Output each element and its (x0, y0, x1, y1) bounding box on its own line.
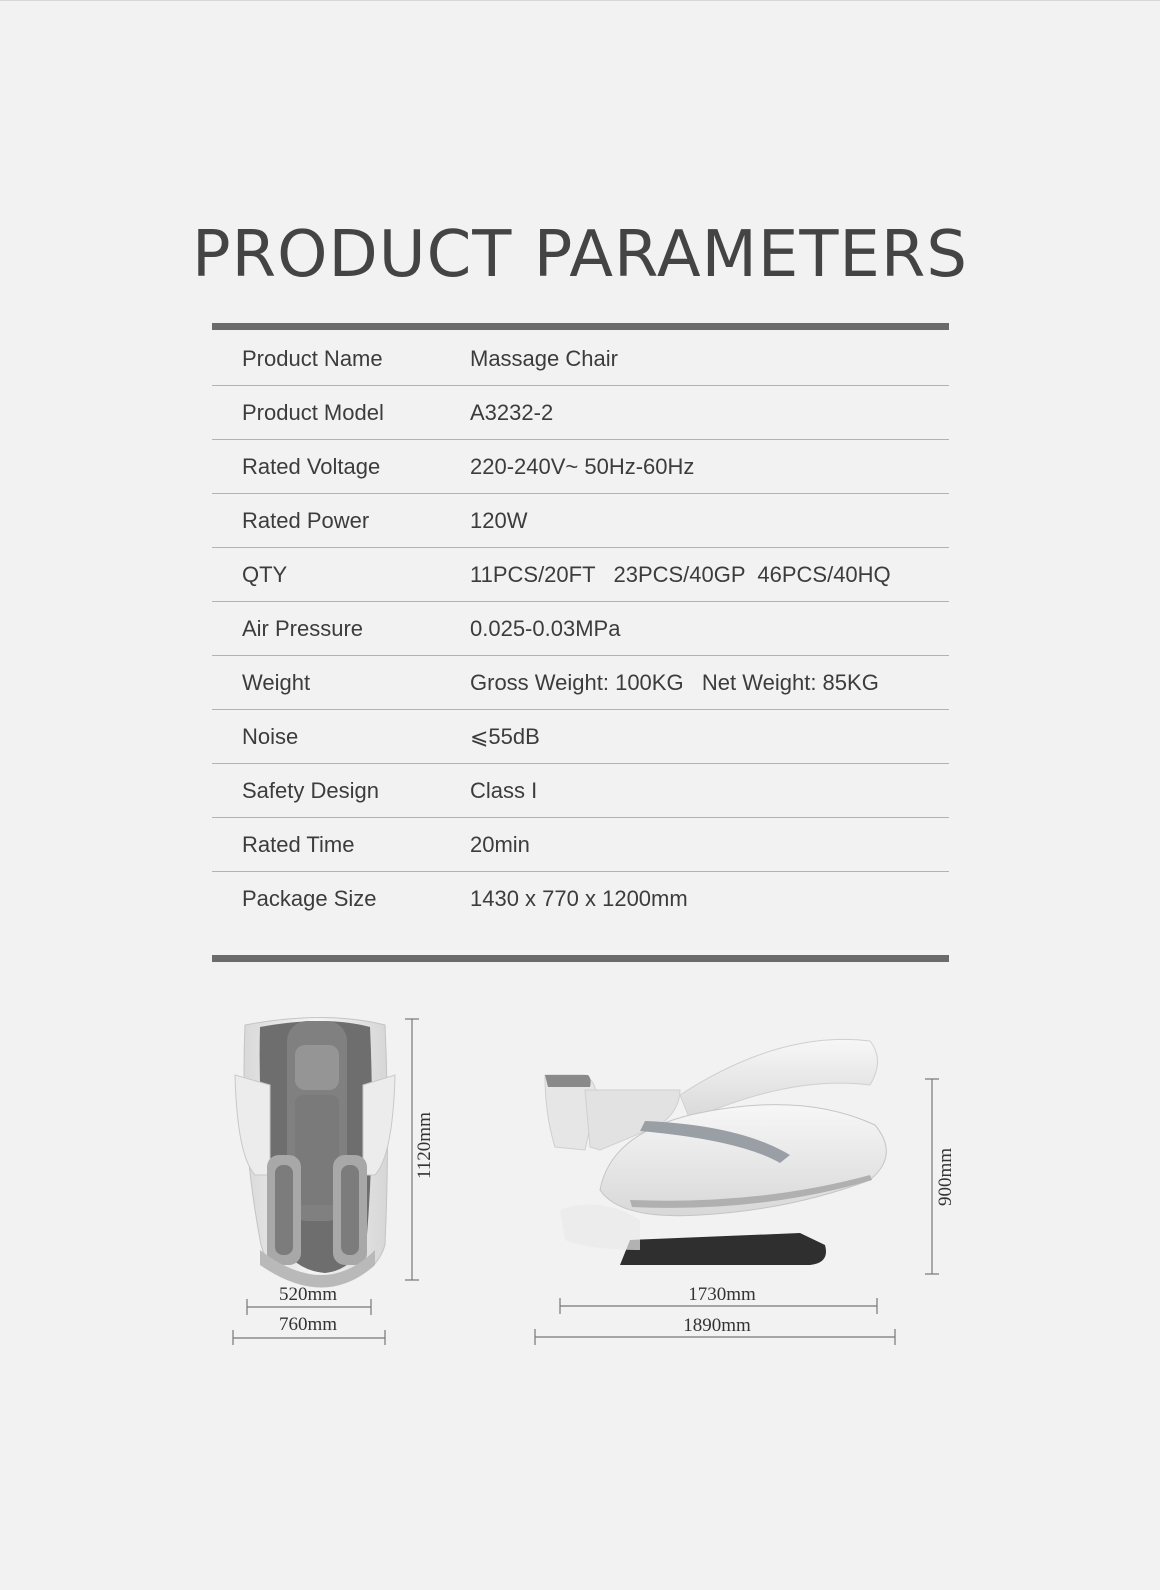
param-label: Rated Power (242, 508, 370, 533)
param-value: Class I (470, 778, 538, 803)
param-row-safety-design (212, 764, 949, 818)
param-row-weight (212, 656, 949, 710)
param-row-qty (212, 548, 949, 602)
param-row-air-pressure (212, 602, 949, 656)
param-label: Rated Voltage (242, 454, 381, 479)
param-value: ⩽55dB (470, 724, 540, 749)
param-label: Noise (242, 724, 299, 749)
param-label: Safety Design (242, 778, 379, 803)
top-divider (212, 323, 949, 330)
bottom-divider (212, 955, 949, 962)
param-label: Package Size (242, 886, 377, 911)
top-border (0, 0, 1160, 1)
param-value: Massage Chair (470, 346, 618, 371)
side-height-label: 900mm (935, 1147, 956, 1207)
param-row-package-size (212, 872, 949, 925)
param-label: QTY (242, 562, 288, 587)
param-row-rated-time (212, 818, 949, 872)
param-row-rated-power (212, 494, 949, 548)
side-inner-length-label: 1730mm (688, 1284, 756, 1305)
param-value: 20min (470, 832, 530, 857)
side-outer-length-label: 1890mm (683, 1315, 751, 1336)
param-row-noise (212, 710, 949, 764)
parameters-table (212, 332, 949, 925)
param-row-product-name (212, 332, 949, 386)
param-row-product-model (212, 386, 949, 440)
param-label: Product Model (242, 400, 384, 425)
param-label: Product Name (242, 346, 383, 371)
param-value: 120W (470, 508, 528, 533)
param-label: Weight (242, 670, 311, 695)
page-title: PRODUCT PARAMETERS (192, 218, 968, 292)
param-row-rated-voltage (212, 440, 949, 494)
param-label: Air Pressure (242, 616, 364, 641)
param-value: 1430 x 770 x 1200mm (470, 886, 688, 911)
param-value: 0.025-0.03MPa (470, 616, 621, 641)
param-label: Rated Time (242, 832, 355, 857)
param-value: A3232-2 (470, 400, 554, 425)
front-height-label: 1120mm (414, 1112, 435, 1179)
param-value: Gross Weight: 100KG Net Weight: 85KG (470, 670, 879, 695)
front-outer-width-label: 760mm (278, 1314, 338, 1335)
param-value: 11PCS/20FT 23PCS/40GP 46PCS/40HQ (470, 562, 891, 587)
front-inner-width-label: 520mm (278, 1284, 338, 1305)
side-dimension-lines (525, 1065, 950, 1350)
param-value: 220-240V~ 50Hz-60Hz (470, 454, 695, 479)
